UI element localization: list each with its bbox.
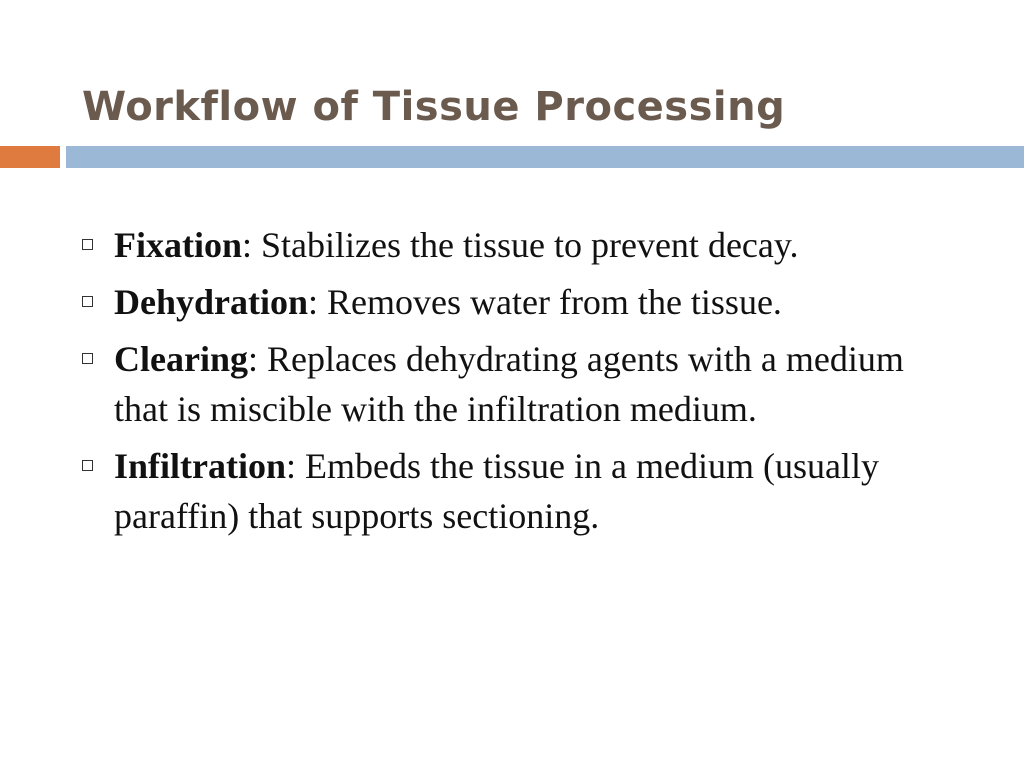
bullet-separator: : xyxy=(242,225,253,265)
bullet-separator: : xyxy=(308,282,319,322)
bullet-item-fixation xyxy=(80,220,960,270)
bullet-item-clearing xyxy=(80,334,960,434)
title-accent-bar-orange xyxy=(0,146,60,168)
bullet-list xyxy=(80,220,960,548)
square-bullet-icon xyxy=(82,353,93,364)
square-bullet-icon xyxy=(82,460,93,471)
bullet-text xyxy=(114,220,799,270)
bullet-item-infiltration xyxy=(80,441,960,541)
bullet-text xyxy=(114,441,960,541)
bullet-term: Clearing xyxy=(114,339,248,379)
title-accent-bar-blue xyxy=(66,146,1024,168)
bullet-term: Infiltration xyxy=(114,446,287,486)
square-bullet-icon xyxy=(82,239,93,250)
bullet-description: Stabilizes the tissue to prevent decay. xyxy=(252,225,799,265)
bullet-item-dehydration xyxy=(80,277,960,327)
bullet-term: Fixation xyxy=(114,225,243,265)
bullet-text xyxy=(114,334,960,434)
square-bullet-icon xyxy=(82,296,93,307)
slide-title: Workflow of Tissue Processing xyxy=(82,84,786,130)
bullet-separator: : xyxy=(247,339,258,379)
bullet-description: Replaces dehydrating agents with a medium that is miscible with the infiltration medium. xyxy=(114,339,904,429)
bullet-description: Embeds the tissue in a medium (usually paraffin) that supports sectioning. xyxy=(114,446,879,536)
bullet-description: Removes water from the tissue. xyxy=(318,282,782,322)
bullet-term: Dehydration xyxy=(114,282,309,322)
bullet-text xyxy=(114,277,782,327)
bullet-separator: : xyxy=(286,446,297,486)
